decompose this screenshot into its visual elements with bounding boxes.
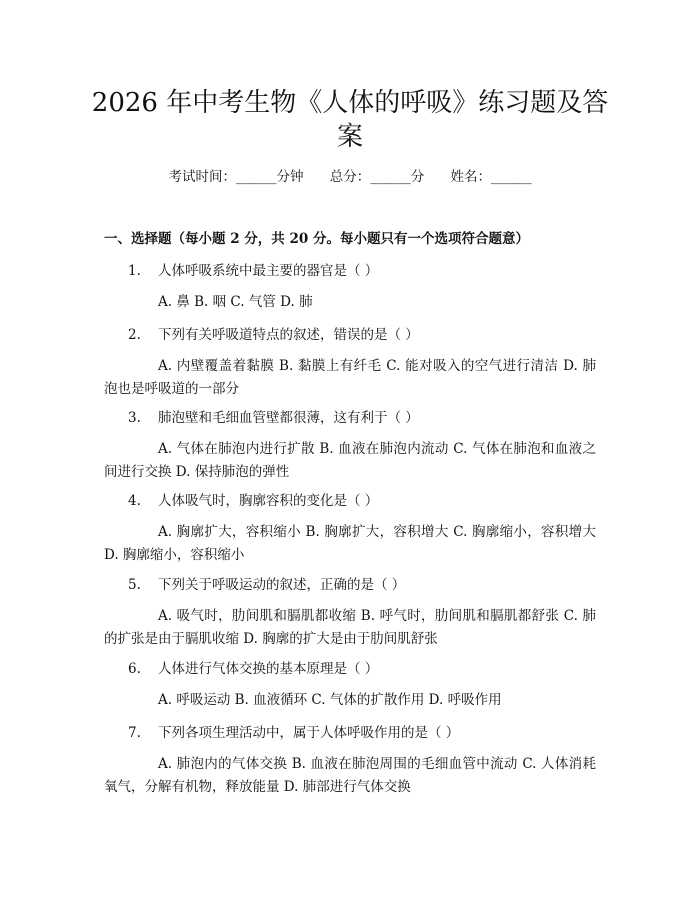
question-number: 3. <box>128 410 141 426</box>
question-1-options: A. 鼻 B. 咽 C. 气管 D. 肺 <box>158 294 313 310</box>
question-text: 肺泡壁和毛细血管壁都很薄，这有利于（ ） <box>158 410 419 426</box>
question-number: 2. <box>128 327 141 343</box>
question-5-options: A. 吸气时，肋间肌和膈肌都收缩 B. 呼气时，肋间肌和膈肌都舒张 C. 肺的扩张是由于膈肌收缩 D. 胸廓的扩大是由于肋间肌舒张 <box>104 608 596 647</box>
total-score-field: 总分：______分 <box>329 169 425 185</box>
question-3-options: A. 气体在肺泡内进行扩散 B. 血液在肺泡内流动 C. 气体在肺泡和血液之间进行交换 D. 保持肺泡的弹性 <box>104 441 596 480</box>
question-text: 下列各项生理活动中，属于人体呼吸作用的是（ ） <box>158 725 460 741</box>
question-text: 下列关于呼吸运动的叙述，正确的是（ ） <box>158 577 406 593</box>
question-number: 1. <box>128 263 141 279</box>
question-7-stem <box>128 724 598 742</box>
question-number: 4. <box>128 493 141 509</box>
question-2-options: A. 内壁覆盖着黏膜 B. 黏膜上有纤毛 C. 能对吸入的空气进行清洁 D. 肺泡也是呼吸道的一部分 <box>104 358 596 397</box>
question-7-options: A. 肺泡内的气体交换 B. 血液在肺泡周围的毛细血管中流动 C. 人体消耗氧气，分解有机物，释放能量 D. 肺部进行气体交换 <box>104 756 596 795</box>
question-number: 7. <box>128 725 141 741</box>
question-6-options: A. 呼吸运动 B. 血液循环 C. 气体的扩散作用 D. 呼吸作用 <box>158 692 502 708</box>
question-3-stem <box>128 409 598 427</box>
question-4-stem <box>128 492 598 510</box>
student-name-field: 姓名：______ <box>450 169 532 185</box>
question-6-stem <box>128 660 598 678</box>
section-heading-multiple-choice: 一、选择题（每小题 2 分，共 20 分。每小题只有一个选项符合题意） <box>104 231 529 247</box>
question-5-stem <box>128 576 598 594</box>
exam-info-line <box>0 168 700 186</box>
document-title: 2026 年中考生物《人体的呼吸》练习题及答案 <box>91 88 609 152</box>
question-number: 5. <box>128 577 141 593</box>
question-text: 人体进行气体交换的基本原理是（ ） <box>158 661 379 677</box>
exam-time-field: 考试时间：______分钟 <box>168 169 304 185</box>
question-1-stem <box>128 262 598 280</box>
question-text: 下列有关呼吸道特点的叙述，错误的是（ ） <box>158 327 419 343</box>
question-text: 人体呼吸系统中最主要的器官是（ ） <box>158 263 379 279</box>
question-2-stem <box>128 326 598 344</box>
question-text: 人体吸气时，胸廓容积的变化是（ ） <box>158 493 379 509</box>
question-4-options: A. 胸廓扩大，容积缩小 B. 胸廓扩大，容积增大 C. 胸廓缩小，容积增大 D. 胸廓缩小，容积缩小 <box>104 524 596 563</box>
question-number: 6. <box>128 661 141 677</box>
